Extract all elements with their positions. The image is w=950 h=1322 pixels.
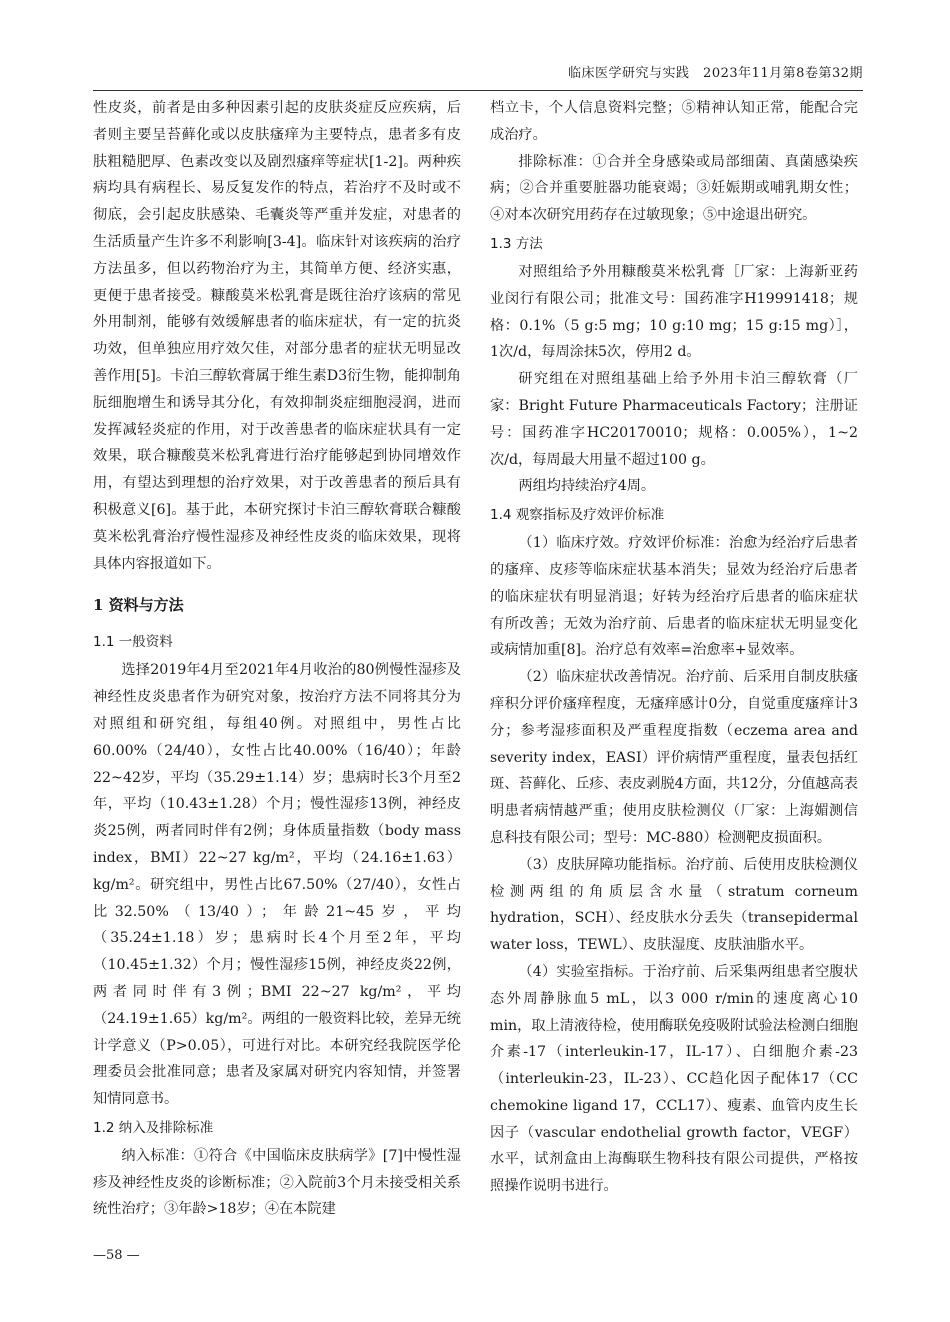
inclusion-criteria-continued: 档立卡，个人信息资料完整；⑤精神认知正常，能配合完成治疗。 xyxy=(490,100,858,143)
general-data-paragraph: 选择2019年4月至2021年4月收治的80例慢性湿疹及神经性皮炎患者作为研究对象，按治疗方法不同将其分为对照组和研究组，每组40例。对照组中，男性占比60.00%（24/40），女性占比40.00%（16/40）；年龄22~42岁，平均（35.29±1.14）岁；患病时长3个月至2年，平均（10.43±1.28）个月；慢性湿疹13例，神经皮炎25例，两者同时伴有2例；身体质量指数（body mass index，BMI）22~27 kg/m²，平均（24.16±1.63）kg/m²。研究组中，男性占比67.50%（27/40），女性占比32.50%（13/40）；年龄21~45岁，平均（35.24±1.18）岁；患病时长4个月至2年，平均（10.45±1.32）个月；慢性湿疹15例，神经皮炎22例，两者同时伴有3例；BMI 22~27 kg/m²，平均（24.19±1.65）kg/m²。两组的一般资料比较，差异无统计学意义（P>0.05），可进行对比。本研究经我院医学伦理委员会批准同意；患者及家属对研究内容知情，并签署知情同意书。 xyxy=(93,662,461,1108)
treatment-duration: 两组均持续治疗4周。 xyxy=(518,478,656,495)
subsection-heading-1-2: 1.2 纳入及排除标准 xyxy=(93,1119,214,1136)
right-column xyxy=(490,95,858,1200)
intro-paragraph: 性皮炎，前者是由多种因素引起的皮肤炎症反应疾病，后者则主要呈苔藓化或以皮肤瘙痒为主要特点，患者多有皮肤粗糙肥厚、色素改变以及剧烈瘙痒等症状[1-2]。两种疾病均具有病程长、易反复发作的特点，若治疗不及时或不彻底，会引起皮肤感染、毛囊炎等严重并发症，对患者的生活质量产生许多不利影响[3-4]。临床针对该疾病的治疗方法虽多，但以药物治疗为主，其简单方便、经济实惠，更便于患者接受。糠酸莫米松乳膏是既往治疗该病的常见外用制剂，能够有效缓解患者的临床症状，有一定的抗炎功效，但单独应用疗效欠佳，对部分患者的症状无明显改善作用[5]。卡泊三醇软膏属于维生素D3衍生物，能抑制角朊细胞增生和诱导其分化，有效抑制炎症细胞浸润，进而发挥减轻炎症的作用，对于改善患者的临床症状具有一定效果，联合糠酸莫米松乳膏进行治疗能够起到协同增效作用，有望达到理想的治疗效果，对于改善患者的预后具有积极意义[6]。基于此，本研究探讨卡泊三醇软膏联合糠酸莫米松乳膏治疗慢性湿疹及神经性皮炎的临床效果，现将具体内容报道如下。 xyxy=(93,100,461,572)
section-heading: 1 资料与方法 xyxy=(93,596,184,615)
left-column xyxy=(93,95,461,1223)
page-number: —58 — xyxy=(93,1248,140,1263)
running-header: 临床医学研究与实践 2023年11月第8卷第32期 xyxy=(568,66,863,81)
study-group-method: 研究组在对照组基础上给予外用卡泊三醇软膏（厂家：Bright Future Pharmaceuticals Factory；注册证号：国药准字HC20170010；规格：0.005%），1~2次/d，每周最大用量不超过100 g。 xyxy=(490,371,858,468)
subsection-heading-1-4: 1.4 观察指标及疗效评价标准 xyxy=(490,507,665,524)
inclusion-criteria-paragraph: 纳入标准：①符合《中国临床皮肤病学》[7]中慢性湿疹及神经性皮炎的诊断标准；②入院前3个月未接受相关系统性治疗；③年龄>18岁；④在本院建 xyxy=(93,1147,461,1218)
header-rule xyxy=(93,90,863,91)
skin-barrier-paragraph: （3）皮肤屏障功能指标。治疗前、后使用皮肤检测仪检测两组的角质层含水量（stratum corneum hydration，SCH）、经皮肤水分丢失（transepidermal water loss，TEWL）、皮肤湿度、皮肤油脂水平。 xyxy=(490,856,858,954)
control-group-method: 对照组给予外用糠酸莫米松乳膏［厂家：上海新亚药业闵行有限公司；批准文号：国药准字H19991418；规格：0.1%（5 g:5 mg；10 g:10 mg；15 g:15 mg）］，1次/d，每周涂抹5次，停用2 d。 xyxy=(490,263,858,361)
exclusion-criteria-paragraph: 排除标准：①合并全身感染或局部细菌、真菌感染疾病；②合并重要脏器功能衰竭；③妊娠期或哺乳期女性；④对本次研究用药存在过敏现象；⑤中途退出研究。 xyxy=(490,153,858,224)
lab-indicators-paragraph: （4）实验室指标。于治疗前、后采集两组患者空腹状态外周静脉血5 mL，以3 000 r/min的速度离心10 min，取上清液待检，使用酶联免疫吸附试验法检测白细胞介素-17（interleukin-17，IL-17）、白细胞介素-23（interleukin-23，IL-23）、CC趋化因子配体17（CC chemokine ligand 17，CCL17）、瘦素、血管内皮生长因子（vascular endothelial growth factor，VEGF）水平，试剂盒由上海酶联生物科技有限公司提供，严格按照操作说明书进行。 xyxy=(490,963,858,1195)
subsection-heading-1-1: 1.1 一般资料 xyxy=(93,634,173,651)
clinical-efficacy-paragraph: （1）临床疗效。疗效评价标准：治愈为经治疗后患者的瘙痒、皮疹等临床症状基本消失；显效为经治疗后患者的临床症状有明显消退；好转为经治疗后患者的临床症状有所改善；无效为治疗前、后患者的临床症状无明显变化或病情加重[8]。治疗总有效率=治愈率+显效率。 xyxy=(490,535,858,659)
symptom-improvement-paragraph: （2）临床症状改善情况。治疗前、后采用自制皮肤瘙痒积分评价瘙痒程度，无瘙痒感计0分，自觉重度瘙痒计3分；参考湿疹面积及严重程度指数（eczema area and severity index，EASI）评价病情严重程度，量表包括红斑、苔藓化、丘疹、表皮剥脱4方面，共12分，分值越高表明患者病情越严重；使用皮肤检测仪（厂家：上海媚测信息科技有限公司；型号：MC-880）检测靶皮损面积。 xyxy=(490,669,858,846)
subsection-heading-1-3: 1.3 方法 xyxy=(490,235,543,252)
